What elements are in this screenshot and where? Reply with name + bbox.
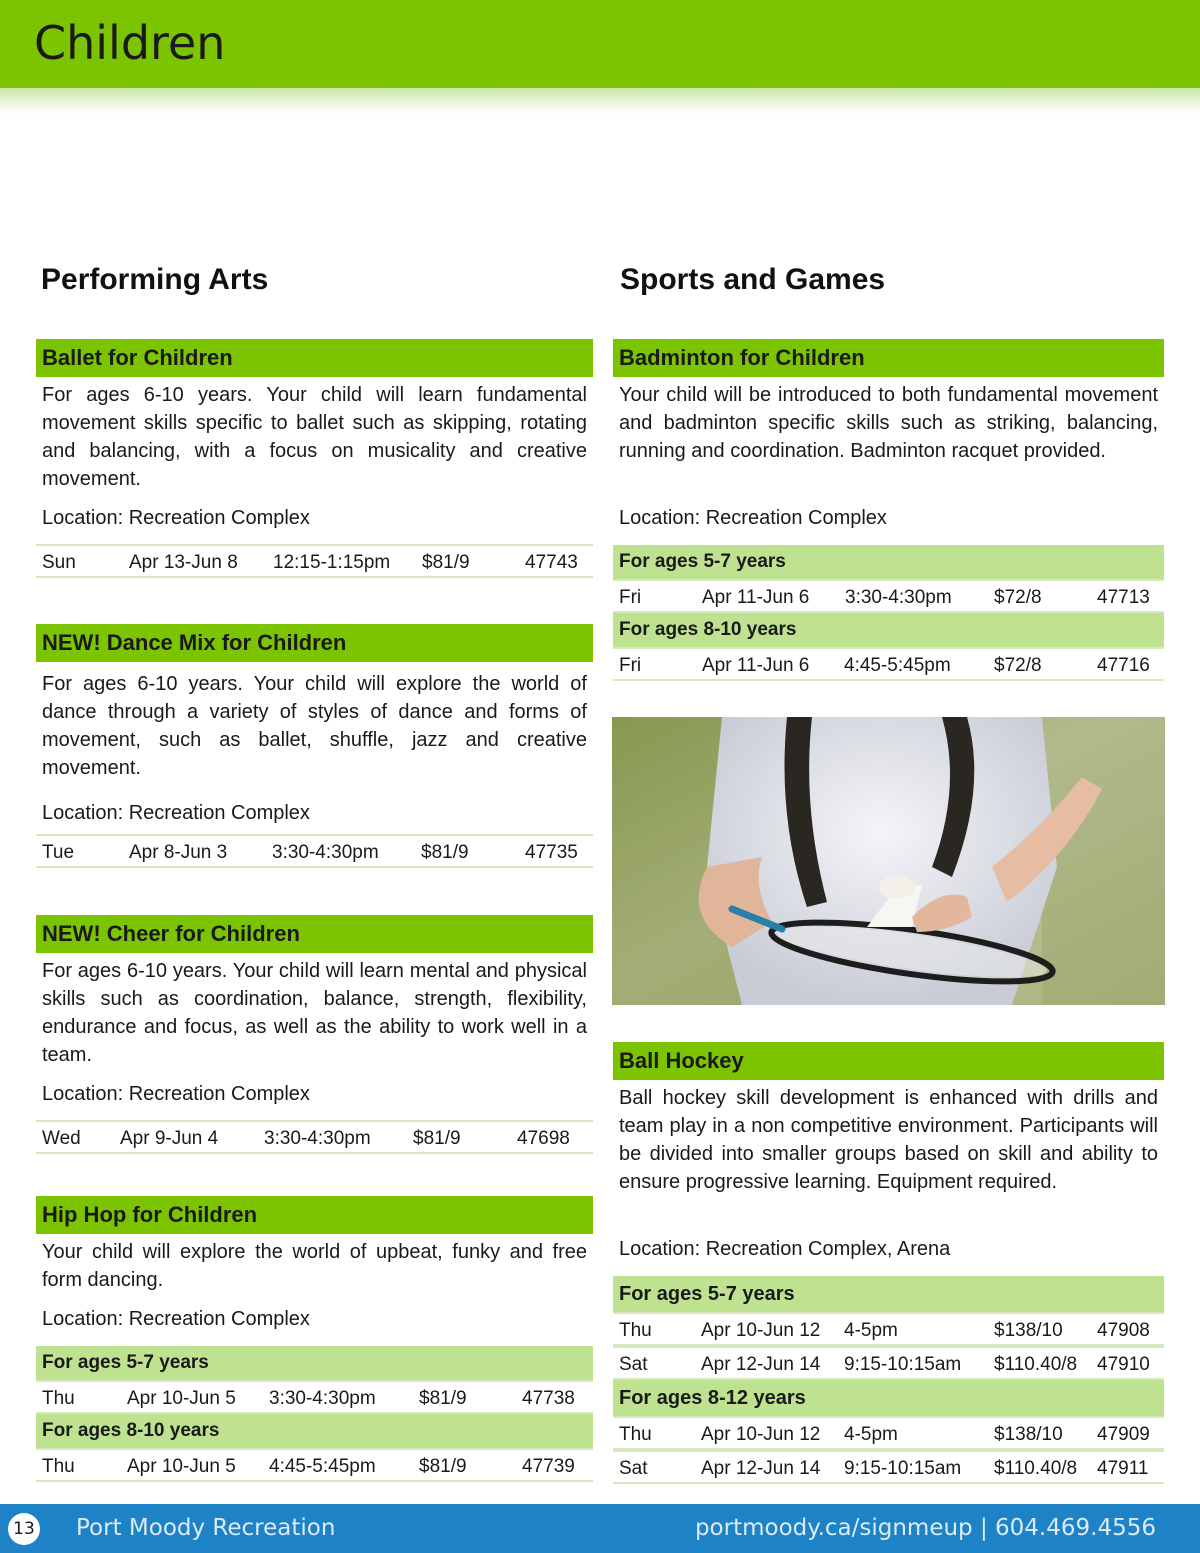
schedule-dates: Apr 10-Jun 12	[701, 1424, 821, 1445]
schedule-dates: Apr 12-Jun 14	[701, 1354, 821, 1375]
section-heading-performing-arts: Performing Arts	[41, 263, 269, 296]
schedule-dates: Apr 10-Jun 5	[127, 1456, 236, 1477]
program-title-ball-hockey: Ball Hockey	[613, 1042, 1164, 1080]
schedule-day: Fri	[619, 587, 642, 608]
schedule-day: Fri	[619, 655, 642, 676]
schedule-row	[36, 834, 593, 868]
schedule-day: Thu	[619, 1424, 652, 1445]
program-location-badminton: Location: Recreation Complex	[619, 507, 887, 529]
schedule-code: 47716	[1097, 655, 1150, 676]
page-number: 13	[8, 1513, 40, 1545]
schedule-time: 4-5pm	[844, 1320, 898, 1341]
schedule-day: Sun	[42, 552, 76, 573]
age-group-header: For ages 8-10 years	[36, 1414, 593, 1448]
schedule-day: Sat	[619, 1458, 648, 1479]
schedule-row	[36, 544, 593, 578]
schedule-price: $72/8	[994, 587, 1042, 608]
schedule-price: $138/10	[994, 1320, 1063, 1341]
program-description-ballet: For ages 6-10 years. Your child will learn fundamental movement skills specific to ballet such as skipping, rotating and balancing, with a focus on musicality and creative movement.	[42, 384, 587, 490]
schedule-time: 3:30-4:30pm	[845, 587, 952, 608]
schedule-dates: Apr 12-Jun 14	[701, 1458, 821, 1479]
schedule-code: 47713	[1097, 587, 1150, 608]
schedule-code: 47735	[525, 842, 578, 863]
schedule-code: 47909	[1097, 1424, 1150, 1445]
schedule-row	[613, 579, 1164, 613]
schedule-row	[36, 1380, 593, 1414]
schedule-day: Thu	[42, 1456, 75, 1477]
schedule-row	[613, 1312, 1164, 1346]
schedule-code: 47738	[522, 1388, 575, 1409]
program-title-dance-mix: NEW! Dance Mix for Children	[36, 624, 593, 662]
program-location-ball-hockey: Location: Recreation Complex, Arena	[619, 1238, 951, 1260]
schedule-code: 47698	[517, 1128, 570, 1149]
schedule-row	[613, 1346, 1164, 1380]
schedule-code: 47739	[522, 1456, 575, 1477]
program-title-cheer: NEW! Cheer for Children	[36, 915, 593, 953]
page-header	[0, 0, 1200, 88]
schedule-row	[613, 1416, 1164, 1450]
schedule-code: 47743	[525, 552, 578, 573]
schedule-dates: Apr 10-Jun 5	[127, 1388, 236, 1409]
program-title-badminton: Badminton for Children	[613, 339, 1164, 377]
schedule-price: $81/9	[422, 552, 470, 573]
schedule-day: Thu	[619, 1320, 652, 1341]
schedule-day: Wed	[42, 1128, 81, 1149]
program-description-ball-hockey: Ball hockey skill development is enhanced with drills and team play in a non competitive environment. Participants will be divided into smaller groups based on skill and ability to ensure progressive learning. Equipment required.	[619, 1087, 1158, 1193]
schedule-price: $110.40/8	[994, 1458, 1078, 1479]
program-title-hip-hop: Hip Hop for Children	[36, 1196, 593, 1234]
schedule-row	[613, 1450, 1164, 1484]
program-location-cheer: Location: Recreation Complex	[42, 1083, 310, 1105]
schedule-price: $81/9	[419, 1456, 467, 1477]
schedule-time: 12:15-1:15pm	[273, 552, 391, 573]
footer-organization: Port Moody Recreation	[76, 1515, 336, 1541]
program-location-hip-hop: Location: Recreation Complex	[42, 1308, 310, 1330]
schedule-code: 47911	[1097, 1458, 1149, 1479]
age-group-header: For ages 8-10 years	[613, 613, 1164, 647]
schedule-price: $110.40/8	[994, 1354, 1078, 1375]
footer-contact-link[interactable]: portmoody.ca/signmeup | 604.469.4556	[694, 1515, 1156, 1541]
schedule-price: $138/10	[994, 1424, 1063, 1445]
program-location-dance-mix: Location: Recreation Complex	[42, 802, 310, 824]
schedule-price: $81/9	[421, 842, 469, 863]
schedule-time: 3:30-4:30pm	[272, 842, 379, 863]
header-fade	[0, 88, 1200, 114]
age-group-header: For ages 8-12 years	[613, 1380, 1164, 1416]
schedule-price: $81/9	[413, 1128, 461, 1149]
program-description-badminton: Your child will be introduced to both fundamental movement and badminton specific skills such as striking, balancing, running and coordination. Badminton racquet provided.	[619, 384, 1158, 462]
schedule-time: 9:15-10:15am	[844, 1354, 962, 1375]
section-heading-sports-and-games: Sports and Games	[620, 263, 886, 296]
schedule-day: Thu	[42, 1388, 75, 1409]
schedule-row	[36, 1448, 593, 1482]
schedule-dates: Apr 10-Jun 12	[701, 1320, 821, 1341]
program-location-ballet: Location: Recreation Complex	[42, 507, 310, 529]
schedule-time: 4:45-5:45pm	[269, 1456, 376, 1477]
schedule-day: Tue	[42, 842, 75, 863]
age-group-header: For ages 5-7 years	[613, 545, 1164, 579]
schedule-price: $72/8	[994, 655, 1042, 676]
schedule-row	[613, 647, 1164, 681]
schedule-day: Sat	[619, 1354, 648, 1375]
page-title: Children	[34, 16, 226, 70]
program-description-dance-mix: For ages 6-10 years. Your child will explore the world of dance through a variety of styles of dance and forms of movement, such as ballet, shuffle, jazz and creative movement.	[42, 673, 587, 779]
schedule-code: 47910	[1097, 1354, 1150, 1375]
schedule-dates: Apr 8-Jun 3	[129, 842, 228, 863]
schedule-price: $81/9	[419, 1388, 467, 1409]
schedule-row	[36, 1120, 593, 1154]
schedule-time: 9:15-10:15am	[844, 1458, 962, 1479]
program-description-cheer: For ages 6-10 years. Your child will learn mental and physical skills such as coordination, balance, strength, flexibility, endurance and focus, as well as the ability to work well in a team.	[42, 960, 587, 1066]
age-group-header: For ages 5-7 years	[36, 1346, 593, 1380]
schedule-dates: Apr 13-Jun 8	[129, 552, 238, 573]
schedule-time: 3:30-4:30pm	[264, 1128, 371, 1149]
age-group-header: For ages 5-7 years	[613, 1276, 1164, 1312]
schedule-dates: Apr 11-Jun 6	[702, 655, 810, 676]
badminton-photo	[612, 717, 1165, 1005]
program-description-hip-hop: Your child will explore the world of upbeat, funky and free form dancing.	[42, 1241, 587, 1291]
schedule-dates: Apr 9-Jun 4	[120, 1128, 219, 1149]
schedule-code: 47908	[1097, 1320, 1150, 1341]
program-title-ballet: Ballet for Children	[36, 339, 593, 377]
page-footer	[0, 1504, 1200, 1553]
schedule-dates: Apr 11-Jun 6	[702, 587, 810, 608]
schedule-time: 4:45-5:45pm	[844, 655, 951, 676]
schedule-time: 3:30-4:30pm	[269, 1388, 376, 1409]
schedule-time: 4-5pm	[844, 1424, 898, 1445]
